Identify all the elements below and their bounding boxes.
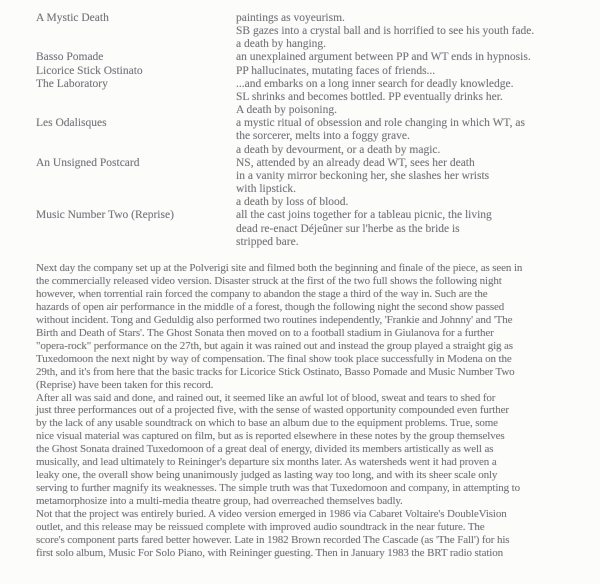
scene-title: A Mystic Death [36,12,109,24]
scene-title: Music Number Two (Reprise) [36,209,174,222]
text-line: leaky one, the overall show being unanimously judged as lasting way too long, and with its sheer scale only [36,469,498,482]
scene-row [36,236,582,249]
scene-description: the sorcerer, melts into a foggy grave. [236,130,410,143]
scene-row [36,25,582,38]
scene-row [36,196,582,209]
scene-description: an unexplained argument between PP and WT ends in hypnosis. [236,51,531,64]
text-line: musically, and lead ultimately to Reininger's departure six months later. As watersheds went it had proven a [36,456,497,469]
scene-title: Les Odalisques [36,117,107,130]
scene-row [36,183,582,196]
scene-row [36,209,582,222]
scene-description: PP hallucinates, mutating faces of friends... [236,64,436,77]
scene-description: a mystic ritual of obsession and role changing in which WT, as [236,117,525,130]
text-line: 29th, and it's from here that the basic tracks for Licorice Stick Ostinato, Basso Pomade and Music Number Two [36,365,515,378]
text-line: the commercially released video version. Disaster struck at the first of the two full shows the following night [36,274,502,287]
scene-description: NS, attended by an already dead WT, sees her death [236,156,475,169]
text-line: just three performances out of a projected five, with the sense of wasted opportunity compounded even further [36,404,509,417]
text-line: metamorphosize into a multi-media theatre group, had overreached themselves badly. [36,495,403,508]
text-line: Next day the company set up at the Polverigi site and filmed both the beginning and finale of the piece, as seen in [36,262,523,274]
scene-description: all the cast joins together for a tableau picnic, the living [236,209,492,222]
scene-row [36,117,582,130]
text-line: Not that the project was entirely buried. A video version emerged in 1986 via Cabaret Voltaire's DoubleVision [36,508,507,521]
text-line: by the lack of any usable soundtrack on which to base an album due to the equipment problems. True, some [36,417,498,430]
scene-description: ...and embarks on a long inner search for deadly knowledge. [236,77,514,90]
text-line: score's component parts fared better however. Late in 1982 Brown recorded The Cascade (as 'The Fall') for his [36,534,510,547]
text-line: however, when torrential rain forced the company to abandon the stage a third of the way in. Such are the [36,287,488,300]
scene-list [36,12,582,249]
text-line: Birth and Death of Stars'. The Ghost Sonata then moved on to a football stadium in Giulanova for a further [36,326,494,339]
text-line: hazards of open air performance in the middle of a forest, though the following night the second show passed [36,300,505,313]
scene-description: A death by poisoning. [236,104,337,117]
scene-row [36,104,582,117]
scene-title: An Unsigned Postcard [36,156,140,169]
scene-row [36,91,582,104]
scene-description: SB gazes into a crystal ball and is horrified to see his youth fade. [236,25,535,38]
paragraph [36,392,576,509]
scene-row [36,130,582,143]
scene-title: The Laboratory [36,77,108,90]
scene-description: in a vanity mirror beckoning her, she slashes her wrists [236,169,490,182]
scene-row [36,157,582,170]
scene-description: SL shrinks and becomes bottled. PP eventually drinks her. [236,90,503,103]
scene-title: Basso Pomade [36,51,104,64]
scene-row [36,51,582,64]
scene-description: paintings as voyeurism. [236,12,345,24]
scene-description: dead re-enact Déjeûner sur l'herbe as the bride is [236,222,460,235]
text-line: the Ghost Sonata drained Tuxedomoon of a great deal of energy, divided its members artistically as well as [36,443,494,456]
scene-description: a death by loss of blood. [236,196,349,209]
scene-description: a death by hanging. [236,38,327,51]
text-line: first solo album, Music For Solo Piano, with Reininger guesting. Then in January 1983 the BRT radio station [36,546,504,559]
scene-description: a death by devourment, or a death by magic. [236,143,441,156]
scene-row [36,12,582,25]
scene-row [36,170,582,183]
scene-title: Licorice Stick Ostinato [36,64,143,77]
scene-row [36,78,582,91]
text-line: Tuxedomoon the next night by way of compensation. The final show took place successfully in Modena on the [36,352,512,365]
scene-description: with lipstick. [236,183,297,196]
text-line: After all was said and done, and rained out, it seemed like an awful lot of blood, sweat and tears to shed for [36,391,496,404]
text-line: serving to further magnify its weaknesses. The simple truth was that Tuxedomoon and company, in attempting to [36,482,520,495]
paragraph [36,262,576,392]
text-line: (Reprise) have been taken for this record. [36,378,214,391]
text-line: nice visual material was captured on film, but as is reported elsewhere in these notes by the group themselves [36,430,505,443]
scene-row [36,38,582,51]
notes-body-text [36,262,576,560]
scene-description: stripped bare. [236,235,299,248]
scene-row [36,223,582,236]
scene-row [36,144,582,157]
text-line: without incident. Tong and Geduldig also performed two routines independently, 'Frankie and Johnny' and 'The [36,313,513,326]
text-line: "opera-rock" performance on the 27th, but again it was rained out and instead the group played a straight gig as [36,339,513,352]
text-line: outlet, and this release may be reissued complete with improved audio soundtrack in the near future. The [36,521,485,534]
paragraph [36,508,576,560]
scene-row [36,65,582,78]
